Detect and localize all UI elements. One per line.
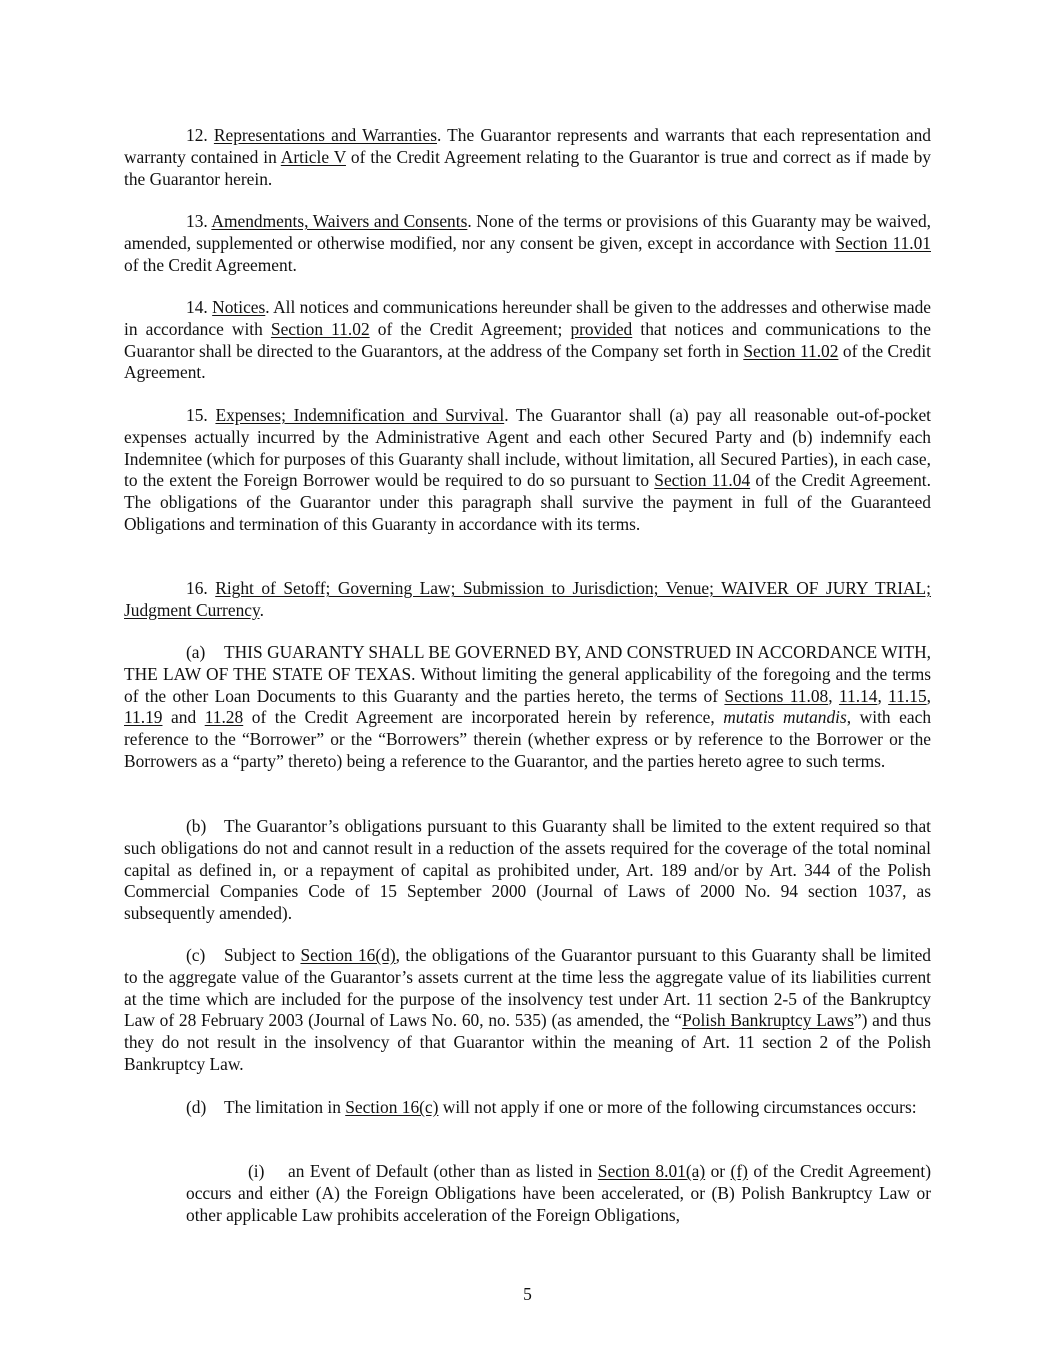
- section-number: 16.: [186, 578, 208, 598]
- section-heading: Expenses; Indemnification and Survival: [215, 405, 505, 425]
- defined-term: Polish Bankruptcy Laws: [682, 1010, 854, 1031]
- section-16a-paragraph: (a) THIS GUARANTY SHALL BE GOVERNED BY, AND CONSTRUED IN ACCORDANCE WITH, THE LAW OF THE STATE OF TEXAS. Without limiting the general applicability of the foregoing and the terms of the other Loan Documents to this Guaranty and the parties hereto, the terms of Sections 11.08, 11.14, 11.15, 11.19 and 11.28 of the Credit Agreement are incorporated herein by reference, mutatis mutandis, with each reference to the “Borrower” or the “Borrowers” therein (whether express or by reference to the Borrower or the Borrowers as a “party” thereto) being a reference to the Guarantor, and the parties hereto agree to such terms.: [124, 642, 932, 771]
- clause-label: (a): [186, 642, 206, 662]
- cross-reference: Section 16(c): [345, 1097, 439, 1117]
- section-heading: Amendments, Waivers and Consents: [211, 211, 468, 231]
- section-16-heading-paragraph: 16. Right of Setoff; Governing Law; Submission to Jurisdiction; Venue; WAIVER OF JURY TRIAL; Judgment Currency.: [124, 578, 931, 620]
- clause-label: (b): [186, 816, 207, 836]
- section-heading: Right of Setoff; Governing Law; Submission to Jurisdiction; Venue; WAIVER OF JURY TRIAL; Judgment Currency: [124, 578, 931, 620]
- cross-reference: Section 16(d): [300, 945, 396, 965]
- cross-reference: Section 11.02: [270, 318, 370, 339]
- clause-label: (c): [186, 945, 206, 965]
- cross-reference: 11.15: [888, 685, 927, 706]
- cross-reference: (f): [730, 1161, 748, 1181]
- latin-phrase: mutatis mutandis: [723, 707, 847, 728]
- page-number: 5: [523, 1284, 532, 1304]
- section-15-paragraph: 15. Expenses; Indemnification and Survival. The Guarantor shall (a) pay all reasonable out-of-pocket expenses actually incurred by the Administrative Agent and each other Secured Party and (b) indemnify each Indemnitee (which for purposes of this Guaranty shall include, without limitation, all Secured Parties), in each case, to the extent the Foreign Borrower would be required to do so pursuant to Section 11.04 of the Credit Agreement. The obligations of the Guarantor under this paragraph shall survive the payment in full of the Guaranteed Obligations and termination of this Guaranty in accordance with its terms.: [124, 405, 931, 534]
- cross-reference: 11.14: [838, 685, 878, 706]
- section-number: 14.: [186, 297, 208, 317]
- section-number: 12.: [186, 125, 208, 145]
- cross-reference: 11.19: [124, 707, 163, 728]
- cross-reference: 11.28: [204, 707, 244, 728]
- clause-label: (d): [186, 1097, 207, 1117]
- cross-reference: Article V: [280, 146, 346, 167]
- cross-reference: Section 11.02: [743, 340, 839, 361]
- cross-reference: Section 11.04: [654, 470, 751, 491]
- section-16d-i-paragraph: (i) an Event of Default (other than as listed in Section 8.01(a) or (f) of the Credit Agreement) occurs and either (A) the Foreign Obligations have been accelerated, or (B) Polish Bankruptcy Law or other applicable Law prohibits acceleration of the Foreign Obligations,: [186, 1161, 931, 1225]
- section-heading: Representations and Warranties: [213, 125, 437, 145]
- cross-reference: Section 8.01(a): [597, 1161, 706, 1181]
- cross-reference: Sections 11.08: [724, 685, 829, 706]
- section-13-paragraph: 13. Amendments, Waivers and Consents. None of the terms or provisions of this Guaranty may be waived, amended, supplemented or otherwise modified, nor any consent be given, except in accordance with Section 11.01 of the Credit Agreement.: [124, 211, 932, 275]
- section-12-paragraph: 12. Representations and Warranties. The Guarantor represents and warrants that each representation and warranty contained in Article V of the Credit Agreement relating to the Guarantor is true and correct as if made by the Guarantor herein.: [124, 125, 932, 189]
- section-number: 15.: [186, 405, 208, 425]
- section-16d-paragraph: (d) The limitation in Section 16(c) will not apply if one or more of the following circumstances occurs:: [186, 1097, 917, 1117]
- section-14-paragraph: 14. Notices. All notices and communications hereunder shall be given to the addresses and otherwise made in accordance with Section 11.02 of the Credit Agreement; provided that notices and communications to the Guarantor shall be directed to the Guarantors, at the address of the Company set forth in Section 11.02 of the Credit Agreement.: [124, 297, 931, 383]
- section-number: 13.: [186, 211, 208, 231]
- section-16b-paragraph: (b) The Guarantor’s obligations pursuant to this Guaranty shall be limited to the extent required so that such obligations do not and cannot result in a reduction of the assets required for the coverage of the total nominal capital as defined in, or a repayment of capital as prohibited under, Art. 189 and/or by Art. 344 of the Polish Commercial Companies Code of 15 September 2000 (Journal of Laws of 2000 No. 94 section 1037, as subsequently amended).: [124, 816, 931, 924]
- proviso-term: provided: [570, 318, 633, 339]
- section-heading: Notices: [212, 297, 266, 317]
- section-16c-paragraph: (c) Subject to Section 16(d), the obligations of the Guarantor pursuant to this Guaranty shall be limited to the aggregate value of the Guarantor’s assets current at the time less the aggregate value of its liabilities current at the time which are included for the purpose of the insolvency test under Art. 11 section 2-5 of the Bankruptcy Law of 28 February 2003 (Journal of Laws No. 60, no. 535) (as amended, the “Polish Bankruptcy Laws”) and thus they do not result in the insolvency of that Guarantor within the meaning of Art. 11 section 2 of the Polish Bankruptcy Law.: [124, 945, 932, 1074]
- clause-label: (i): [248, 1161, 265, 1181]
- cross-reference: Section 11.01: [835, 232, 931, 253]
